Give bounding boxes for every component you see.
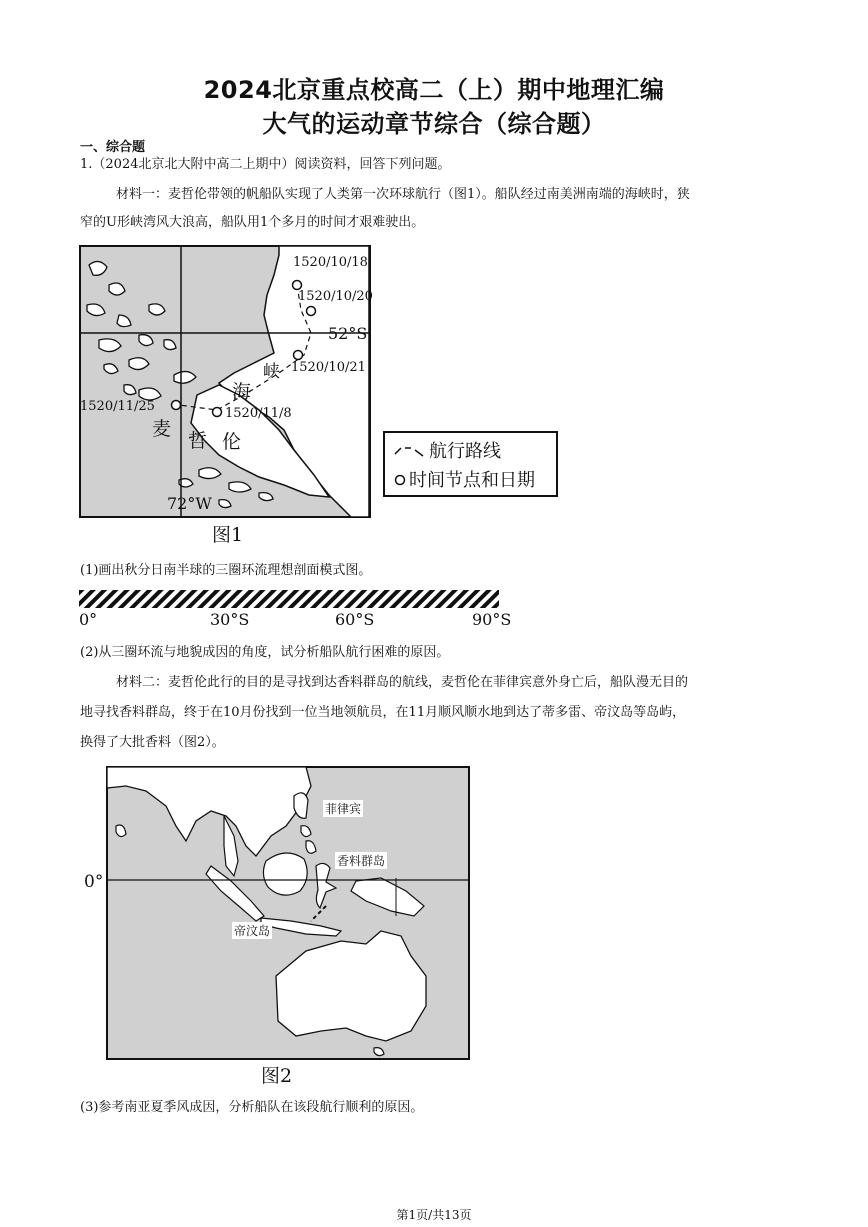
tick-90s: 90°S [472, 610, 512, 629]
tick-30s: 30°S [210, 610, 250, 629]
label-timor: 帝汶岛 [234, 924, 271, 938]
profile-hatched-bar [79, 590, 499, 608]
lon-label: 72°W [167, 494, 212, 513]
figure2-caption: 图2 [261, 1065, 293, 1087]
node-1108-marker [213, 408, 222, 417]
circle-node-icon [393, 471, 409, 487]
section-heading: 一、综合题 [80, 140, 146, 155]
figure1-caption: 图1 [212, 524, 244, 546]
node-1021-marker [294, 351, 303, 360]
material2-line2: 地寻找香料群岛，终于在10月份找到一位当地领航员，在11月顺风顺水地到达了蒂多雷、帝汶岛等岛屿， [80, 705, 686, 720]
label-philippines: 菲律宾 [325, 802, 362, 816]
material1-line1: 材料一：麦哲伦带领的帆船队实现了人类第一次环球航行（图1）。船队经过南美洲南端的海峡时，狭 [116, 187, 690, 202]
material2-line1: 材料二：麦哲伦此行的目的是寻找到达香料群岛的航线，麦哲伦在菲律宾意外身亡后，船队漫无目的 [116, 675, 689, 690]
document-title-line2: 大气的运动章节综合（综合题） [262, 110, 606, 138]
lat-label: 52°S [328, 324, 368, 343]
strait-char-zhe: 哲 [188, 430, 208, 452]
question-1: (1)画出秋分日南半球的三圈环流理想剖面模式图。 [80, 563, 372, 578]
date-label-1125: 1520/11/25 [80, 399, 155, 414]
date-label-1018: 1520/10/18 [293, 255, 368, 270]
date-label-1020: 1520/10/20 [298, 289, 373, 304]
legend-node-label: 时间节点和日期 [409, 469, 535, 491]
question-intro: 1.（2024北京北大附中高二上期中）阅读资料，回答下列问题。 [80, 157, 451, 172]
label-spice-islands: 香料群岛 [337, 854, 386, 868]
document-title-line1: 2024北京重点校高二（上）期中地理汇编 [203, 76, 665, 104]
date-label-1108: 1520/11/8 [225, 406, 292, 421]
tick-60s: 60°S [335, 610, 375, 629]
date-label-1021: 1520/10/21 [291, 360, 366, 375]
material1-line2: 窄的U形峡湾风大浪高，船队用1个多月的时间才艰难驶出。 [80, 215, 425, 230]
node-1020-marker [307, 307, 316, 316]
legend-route-label: 航行路线 [429, 440, 501, 462]
strait-char-hai: 海 [232, 381, 252, 403]
figure1-legend [383, 431, 558, 497]
figure2-map [106, 766, 470, 1060]
dashed-route-icon [393, 442, 429, 458]
legend-route-row [393, 435, 548, 464]
question-2: (2)从三圈环流与地貌成因的角度，试分析船队航行困难的原因。 [80, 645, 450, 660]
page-footer: 第1页/共13页 [396, 1208, 472, 1222]
equator-label: 0° [84, 872, 104, 892]
strait-char-mai: 麦 [152, 418, 172, 440]
material2-line3: 换得了大批香料（图2）。 [80, 735, 225, 750]
node-1125-marker [172, 401, 181, 410]
tick-0: 0° [79, 610, 98, 629]
legend-node-row [393, 464, 548, 493]
strait-char-xia: 峡 [263, 362, 280, 382]
strait-char-lun: 伦 [222, 431, 242, 453]
figure1-map [79, 245, 371, 518]
question-3: (3)参考南亚夏季风成因，分析船队在该段航行顺利的原因。 [80, 1100, 424, 1115]
